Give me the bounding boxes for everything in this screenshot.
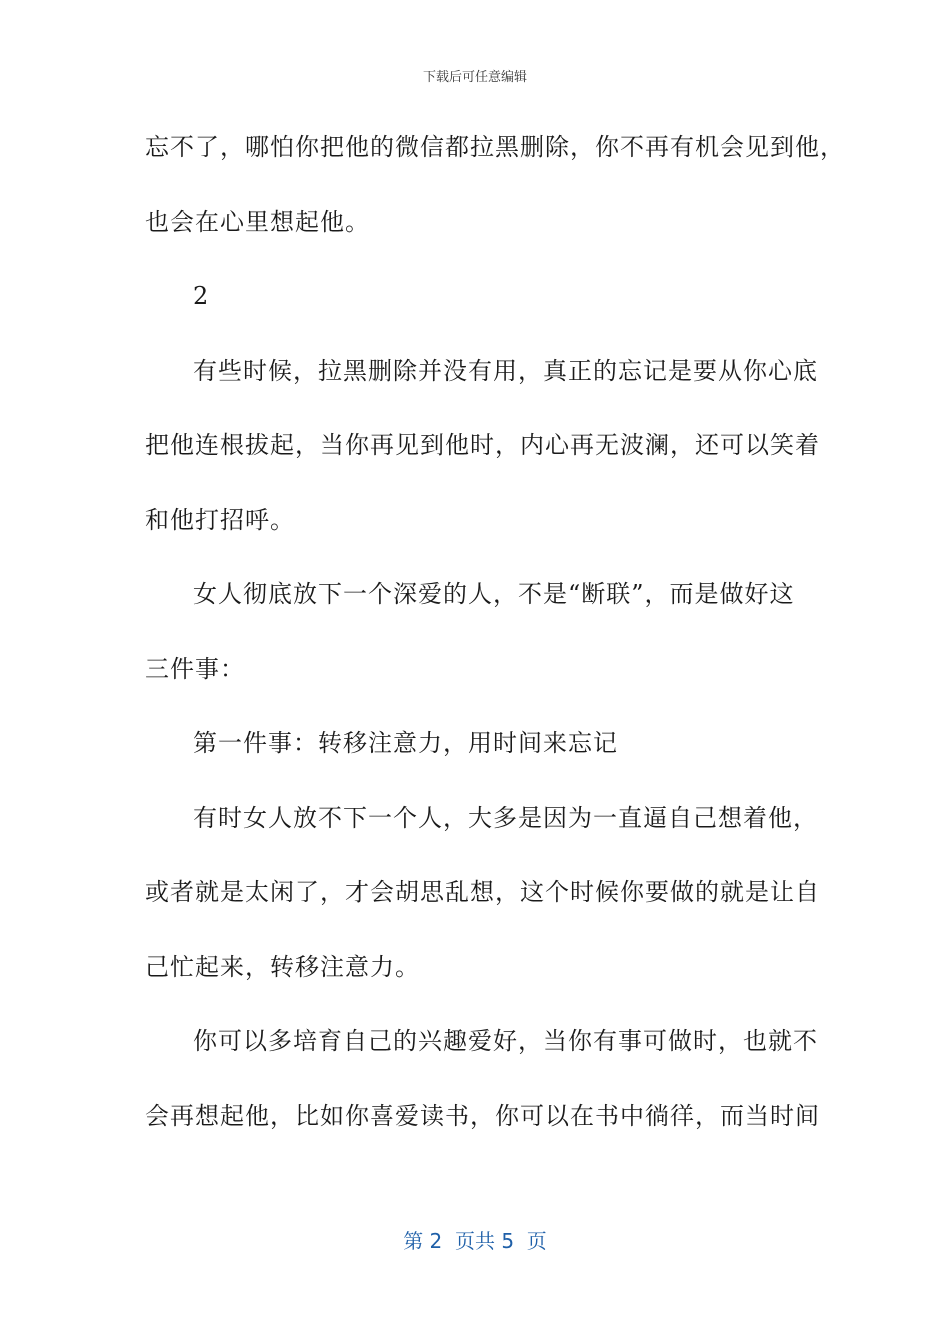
page-footer: 第 2 页共 5 页: [403, 1229, 547, 1253]
page-header: 下载后可任意编辑: [422, 70, 527, 85]
text-line: 己忙起来，转移注意力。: [145, 952, 420, 981]
text-line: 忘不了，哪怕你把他的微信都拉黑删除，你不再有机会见到他，: [145, 133, 845, 161]
text-line: 三件事：: [145, 654, 245, 683]
text-line: 和他打招呼。: [145, 505, 295, 534]
text-line: 有些时候，拉黑删除并没有用，真正的忘记是要从你心底: [193, 356, 818, 385]
text-line: 会再想起他，比如你喜爱读书，你可以在书中徜徉，而当时间: [145, 1101, 820, 1130]
text-line: 女人彻底放下一个深爱的人，不是“断联”，而是做好这: [193, 580, 795, 608]
text-line: 或者就是太闲了，才会胡思乱想，这个时候你要做的就是让自: [145, 878, 820, 906]
text-line: 也会在心里想起他。: [145, 207, 370, 236]
section-number: 2: [193, 282, 210, 310]
document-body: [145, 122, 845, 1165]
text-line: 有时女人放不下一个人，大多是因为一直逼自己想着他，: [193, 803, 818, 832]
text-line: 你可以多培育自己的兴趣爱好，当你有事可做时，也就不: [193, 1027, 818, 1055]
subheading: 第一件事：转移注意力，用时间来忘记: [193, 729, 618, 757]
text-line: 把他连根拔起，当你再见到他时，内心再无波澜，还可以笑着: [145, 431, 820, 459]
